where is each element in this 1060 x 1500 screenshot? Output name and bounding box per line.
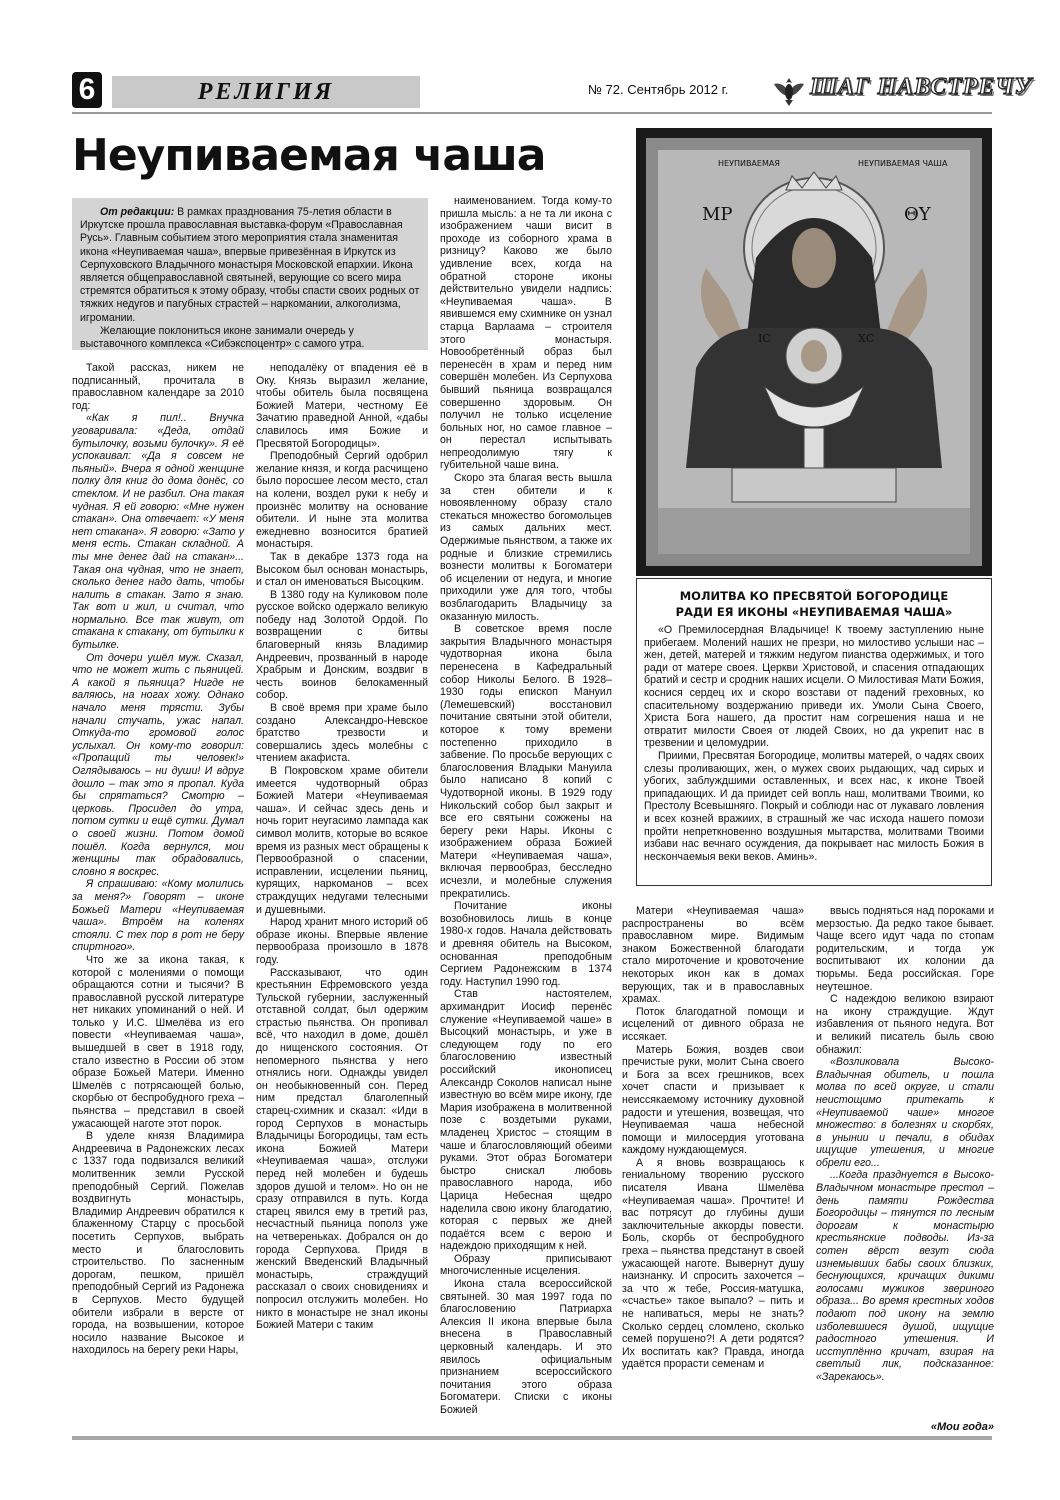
article-paragraph: А я вновь возвращаюсь к гениальному творению русского писателя Ивана Шмелёва «Неупиваемая чаша». Прочтите! И вас потрясут до глубины души заключительные аккорды повести. Боль, скорбь от беспробудного греха – пьянства предстанут в своей ужасающей наготе. Вывернут душу наизнанку. И спросить захочется – за что ж тебе, Россия-матушка, «счастье» такое выпало? – пить и не напиваться, меры не знать? Сколько сердец сломлено, сколько семей порушено?! А дети родятся? Их воспитать как? Правда, иногда удаётся прорасти семенам и xyxy=(622,1156,804,1371)
article-paragraph: Икона стала всероссийской святыней. 30 мая 1997 года по благословению Патриарха Алексия II икона впервые была внесена в Православный церковный календарь. И это явилось официальным признанием всероссийского почитания этого образа Богоматери. Списки с иконы Божией xyxy=(440,1278,612,1416)
issue-info: № 72. Сентябрь 2012 г. xyxy=(588,82,729,97)
article-paragraph: Матери «Неупиваемая чаша» распространены во всём православном мире. Видимым знаком Божественной благодати стало мироточение и кровоточение некоторых икон как в домах верующих, так и в православных храмах. xyxy=(622,905,804,1006)
article-paragraph: Народ хранит много историй об образе иконы. Впервые явление первообраза произошло в 1878 году. xyxy=(256,916,428,966)
icon-ic-letters: IC xyxy=(758,332,771,345)
editor-label: От редакции: xyxy=(100,206,175,218)
article-paragraph: ...Когда празднуется в Высоко-Владычном монастыре престол – день памяти Рождества Богородицы – тянутся по лесным дорогам к монастырю крестьянские подводы. Из-за сотен вёрст везут сюда изнемывших бабы своих близких, беснующихся, кричащих дикими голосами мужиков звериного образа... Во время крестных ходов подают под икону на землю изболевшиеся душой, ищущие радостного утешения. И исступлённо кричат, взирая на светлый лик, подсказанное: «Зарекаюсь». xyxy=(816,1169,994,1383)
article-paragraph: В 1380 году на Куликовом поле русское войско одержало великую победу над Золотой Ордой. По возвращении с битвы благоверный князь Владимир Андреевич, прозванный в народе Храбрым и Донским, воздвиг в честь воинов белокаменный собор. xyxy=(256,588,428,702)
prayer-paragraph-2: Приими, Пресвятая Богородице, молитвы матерей, о чадях своих слезы проливающих, жен, о мужех своих рыдающих, чад сирых и убогих, заблуждшими оставленных, и всех нас, к иконе Твоей припадающих. И да приидет сей вопль наш, молитвами Твоими, ко Престолу Всевышняго. Покрый и соблюди нас от лукаваго ловления и всех козней вражиих, в страшный же час исхода нашего помози пройти непреткновенно воздушныя мытарства, молитвами Твоими избави нас вечнаго осуждения, да покрывает нас милость Божия в нескончаемыя веки веков. Аминь». xyxy=(644,749,984,863)
editor-text: В рамках празднования 75-летия области в Иркутске прошла православная выставка-форум «Православная Русь». Главным событием этого мероприятия стала знаменитая икона «Неупиваемая чаша», впервые привезённая в Иркутск из Серпуховского Владычного монастыря Московской епархии. Икона является общеправославной святыней, верующие со всего мира стремятся обратиться к этому образу, чтобы спасти своих родных от тяжких недугов и пагубных страстей – наркомании, алкоголизма, игромании. xyxy=(80,206,420,324)
prayer-title-line-1: МОЛИТВА КО ПРЕСВЯТОЙ БОГОРОДИЦЕ xyxy=(679,589,949,603)
page-number: 6 xyxy=(72,72,102,108)
icon-inscription-right: НЕУПИВАЕМАЯ ЧАША xyxy=(858,159,948,168)
article-paragraph: наименованием. Тогда кому-то пришла мысль: а не та ли икона с изображением чаши висит в проходе из соборного храма в ризницу? Каково же было удивление всех, когда на обратной стороне иконы действительно увидели надпись: «Неупиваемая чаша». В явившемся ему схимнике он узнал старца Варлаама – строителя этого монастыря. Новообретённый образ был перенесён в храм и перед ним совершён молебен. Из Серпухова бывший пьяница возвращался совершенно здоровым. Он получил не только исцеление больных ног, но самое главное – он перестал испытывать непреодолимую тягу к губительной чаше вина. xyxy=(440,195,613,472)
article-column-3 xyxy=(440,195,612,1417)
editor-text-2: Желающие поклониться иконе занимали очередь у выставочного комплекса «Сибэкспоцентр» с самого утра. xyxy=(80,324,365,351)
article-paragraph: Я спрашиваю: «Кому молились за меня?» Говорят – иконе Божьей Матери «Неупиваемая чаша». Втроём на коленях стояли. С тех пор в рот не беру спиртного». xyxy=(72,878,244,954)
icon-mp-letters: МР xyxy=(702,204,733,225)
prayer-title xyxy=(646,588,982,620)
newspaper-brand: ШАГ НАВСТРЕЧУ xyxy=(810,74,1033,100)
article-paragraph: Матерь Божия, воздев свои пречистые руки, молит Сына своего и Бога за всех грешников, всех хочет спасти и призывает к неиссякаемому источнику духовной радости и утешения, возвещая, что Неупиваемая чаша небесной помощи и милосердия уготована каждому нуждающемуся. xyxy=(622,1043,804,1157)
article-paragraph: Почитание иконы возобновилось лишь в конце 1980-х годов. Начала действовать и древняя обитель на Высоком, основанная преподобным Сергием Радонежским в 1374 году. Наступил 1990 год. xyxy=(440,900,612,988)
article-column-2 xyxy=(256,362,428,1332)
article-paragraph: В своё время при храме было создано Александро-Невское братство трезвости и совершались здесь молебны с чтением акафиста. xyxy=(256,702,428,765)
article-paragraph: неподалёку от впадения её в Оку. Князь выразил желание, чтобы обитель была посвящена Божией Матери, честному Её Зачатию праведной Анной, «дабы славилось имя Божие и Пресвятой Богородицы». xyxy=(256,362,428,450)
article-column-5 xyxy=(816,905,994,1384)
rubric-title: РЕЛИГИЯ xyxy=(197,79,335,105)
icon-xc-letters: ХС xyxy=(858,332,875,345)
article-column-4 xyxy=(622,905,804,1371)
theotokos-icon-picture xyxy=(636,128,992,576)
icon-inscription-left: НЕУПИВАЕМАЯ xyxy=(718,159,780,168)
header-rule xyxy=(72,112,992,114)
prayer-title-line-2: РАДИ ЕЯ ИКОНЫ «НЕУПИВАЕМАЯ ЧАША» xyxy=(675,605,953,619)
article-paragraph: Так в декабре 1373 года на Высоком был основан монастырь, и стал он именоваться Высоцким. xyxy=(256,550,428,589)
article-paragraph: Поток благодатной помощи и исцелений от дивного образа не иссякает. xyxy=(622,1005,804,1043)
eagle-emblem-icon xyxy=(772,74,806,108)
article-paragraph: Образу приписывают многочисленные исцеления. xyxy=(440,1252,612,1278)
article-paragraph: Став настоятелем, архимандрит Иосиф перенёс служение «Неупиваемой чаше» в Высоцкий монастырь, и уже в следующем году по его благословению известный российский иконописец Александр Соколов написал ныне известную во всём мире икону, где Мария изображена в молитвенной позе с воздетыми руками, младенец Христос – стоящим в чаше и благословляющий обеими руками. Этот образ Богоматери быстро снискал любовь православного народа, ибо Царица Небесная щедро наделила свою икону благодатию, которая с первых же дней подаётся всем с верою и надеждою приходящим к ней. xyxy=(440,988,612,1253)
article-paragraph: Преподобный Сергий одобрил желание князя, и когда расчищено было поросшее лесом место, стал на колени, воздел руки к небу и произнёс молитву на основание обители. И ныне эта молитва ежедневно возносится братией монастыря. xyxy=(256,450,428,551)
source-signature: «Мои года» xyxy=(930,1421,994,1433)
article-paragraph: Скоро эта благая весть вышла за стен обители и к новоявленному образу стало стекаться множество богомольцев из самых дальних мест. Одержимые пьянством, а также их родные и близкие стремились вознести молитвы к Богоматери об исцелении от недуга, и многие приходили уже для того, чтобы возблагодарить Владычицу за оказанную милость. xyxy=(440,472,612,623)
article-column-1 xyxy=(72,362,244,1357)
prayer-text xyxy=(644,624,984,863)
article-paragraph: Что же за икона такая, к которой с молениями о помощи обращаются сотни и тысячи? В православной русской литературе нет никаких упоминаний о ней. И только у И.С. Шмелёва из его повести «Неупиваемая чаша», вышедшей в свет в 1918 году, стало известно в России об этом образе Божьей Матери. Именно Шмелёв с потрясающей болью, скорбью от беспробудного греха – пьянства – представил в своей ужасающей наготе этот порок. xyxy=(72,953,244,1130)
icon-theta-letters: ΘΥ xyxy=(904,204,931,225)
article-paragraph: ввысь подняться над пороками и мерзостью. Да редко такое бывает. Чаще всего идут чада по стопам родительским, и тогда уж воспитывают их колонии да тюрьмы. Беда российская. Горе неутешное. xyxy=(816,905,994,993)
article-paragraph: «Возликовала Высоко-Владычная обитель, и пошла молва по всей округе, и стали неистощимо притекать к «Неупиваемой чаше» многое множество: в болезнях и скорбях, в унынии и печали, в обидах ищущие утешения, и многие обрели его... xyxy=(816,1056,994,1169)
footer-rule xyxy=(72,1436,992,1440)
article-paragraph: Рассказывают, что один крестьянин Ефремовского уезда Тульской губернии, заслуженный отставной солдат, был одержим страстью пьянства. Он пропивал всё, что находил в доме, дошёл до нищенского состояния. От непомерного пьянства у него отнялись ноги. Однажды увидел он необыкновенный сон. Перед ним предстал благолепный старец-схимник и сказал: «Иди в город Серпухов в монастырь Владычицы Богородицы, там есть икона Божией Матери «Неупиваемая чаша», отслужи перед ней молебен и будешь здоров душой и телом». Но он не сразу отправился в путь. Когда старец явился ему в третий раз, несчастный пьяница пополз уже на четвереньках. Добрался он до города Серпухова. Придя в женский Введенский Владычный монастырь, страждущий рассказал о своих сновидениях и попросил отслужить молебен. Но никто в монастыре не знал иконы Божией Матери с таким xyxy=(256,966,428,1332)
prayer-paragraph-1: «О Премилосердная Владычице! К твоему заступлению ныне прибегаем. Молений наших не презри, но милостиво услыши нас – жен, детей, матерей и тяжким недугом пианства одержимых, и того ради от матере своея. Церкви Христовой, и спасения отпадающих братий и сестр и сродник наших исцели. О Милостивая Мати Божия, коснися сердец их и скоро возстави от падений греховных, ко спасительному воздержанию приведи их. Умоли Сына Своего, Христа Бога нашего, да простит нам согрешения наша и не отвратит милости Своея от людей Своих, но да укрепит нас в трезвении и целомудрии. xyxy=(644,624,984,750)
article-paragraph: «Как я пил!.. Внучка уговаривала: «Деда, отдай бутылочку, возьми булочку». Я её успокаивал: «Да я совсем не пьяный». Вчера я одной женщине полку для книг до дома донёс, со стеклом. И не разбил. Она такая чудная. Я ей говорю: «Мне нужен стакан». Она отвечает: «У меня нет стакана». Я говорю: «Зато у меня есть. Стакан складной. А ты мне денег дай на стакан»... Такая она чудная, что не знает, сколько денег надо дать, чтобы налить в стакан. Зато я знаю. Так вот и жил, и считал, что нормально. Все так живут, от стакана к стакану, от бутылки к бутылке. xyxy=(72,412,244,652)
article-paragraph: От дочери ушёл муж. Сказал, что не может жить с пьяницей. А какой я пьяница? Нигде не валяюсь, на ногах хожу. Однако начало меня трясти. Зубы начали стучать, ужас напал. Откуда-то громовой голос услыхал. Он кому-то говорил: «Пропащий ты человек!» Оглядываюсь – ни души! И вдруг дошло – так это я пропал. Куда бы спрятаться? Смотрю – церковь. Просидел до утра, потом сутки и ещё сутки. Думал о своей жизни. Потом домой пошёл. Когда вернулся, мои женщины так обрадовались, словно я воскрес. xyxy=(72,651,244,878)
article-paragraph: Такой рассказ, никем не подписанный, прочитала в православном календаре за 2010 год: xyxy=(72,362,244,412)
article-title: Неупиваемая чаша xyxy=(72,130,546,181)
article-paragraph: В Покровском храме обители имеется чудотворный образ Божией Матери «Неупиваемая чаша». И сейчас здесь день и ночь горит неугасимо лампада как символ молитв, которые во всякое время из разных мест обращены к Первообразной о спасении, исправлении, исцелении пьяниц, курящих, наркоманов – всех страждущих недугами телесными и душевными. xyxy=(256,765,428,916)
editor-note xyxy=(80,206,420,351)
article-paragraph: В советское время после закрытия Владычного монастыря чудотворная икона была перенесена в Кафедральный собор Николы Белого. В 1928–1930 годы епископ Мануил (Лемешевский) восстановил почитание святыни этой обители, которое к тому времени постепенно приходило в забвение. По просьбе верующих с благословения Владыки Мануила было написано 8 копий с Чудотворной иконы. В 1929 году Никольский собор был закрыт и все его святыни сожжены на берегу реки Нары. Иконы с изображением образа Божией Матери «Неупиваемая чаша», включая первообраз, бесследно исчезли, и молебные служения прекратились. xyxy=(440,623,612,900)
article-paragraph: В уделе князя Владимира Андреевича в Радонежских лесах с 1337 года подвизался великий молитвенник земли Русской преподобный Сергий. Пожелав воздвигнуть монастырь, Владимир Андреевич обратился к блаженному Старцу с просьбой посетить Серпухов, выбрать место и благословить строительство. По засненным дорогам, пешком, пришёл преподобный Сергий из Радонежа в Серпухов. Место будущей обители избрали в версте от города, на возвышении, которое носило название Высокое и находилось на берегу реки Нары, xyxy=(72,1130,244,1357)
article-paragraph: С надеждою великою взирают на икону страждущие. Ждут избавления от пьяного недуга. Вот и великий писатель быль свою обнажил: xyxy=(816,993,994,1056)
icon-image xyxy=(636,128,992,576)
